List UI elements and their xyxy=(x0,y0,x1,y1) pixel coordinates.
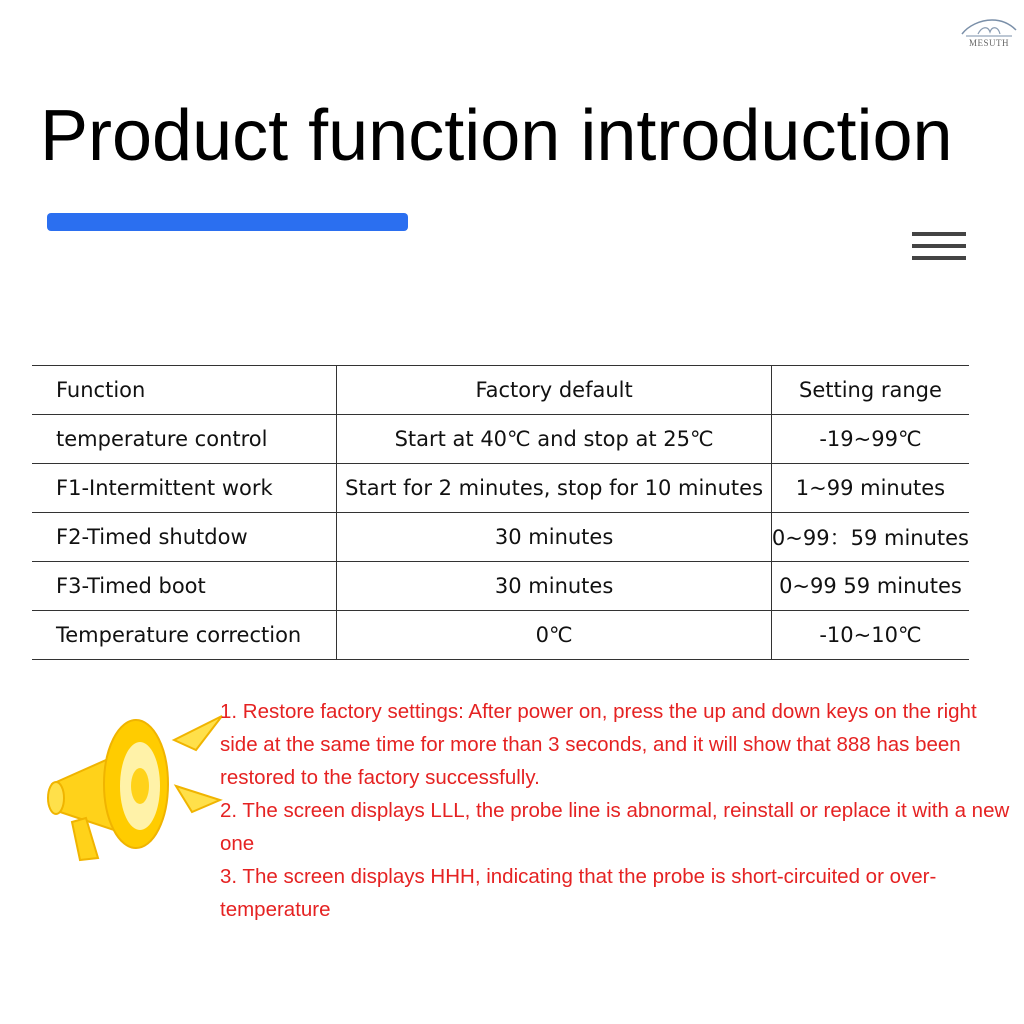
cell-function: F3-Timed boot xyxy=(32,562,337,611)
notes-section xyxy=(220,695,1010,926)
menu-line xyxy=(912,232,966,236)
hamburger-menu-icon[interactable] xyxy=(912,232,966,264)
cell-function: Temperature correction xyxy=(32,611,337,660)
note-item: 1. Restore factory settings: After power on, press the up and down keys on the right side at the same time for more than 3 seconds, and it will show that 888 has been restored to the factory successfully. xyxy=(220,700,977,789)
page-title: Product function introduction xyxy=(40,96,953,176)
menu-line xyxy=(912,244,966,248)
cell-function: F1-Intermittent work xyxy=(32,464,337,513)
cell-factory-default: Start for 2 minutes, stop for 10 minutes xyxy=(337,464,772,513)
function-settings-table xyxy=(32,365,969,660)
cell-factory-default: 0℃ xyxy=(337,611,772,660)
cell-setting-range: 0~99 59 minutes xyxy=(771,562,969,611)
table-row xyxy=(32,464,969,513)
car-outline-logo-icon xyxy=(958,14,1020,40)
note-item: 3. The screen displays HHH, indicating that the probe is short-circuited or over-temperature xyxy=(220,865,937,921)
cell-setting-range: -10~10℃ xyxy=(771,611,969,660)
cell-setting-range: 0~99：59 minutes xyxy=(771,513,969,562)
cell-function: F2-Timed shutdow xyxy=(32,513,337,562)
title-accent-bar xyxy=(47,213,408,231)
table-row xyxy=(32,415,969,464)
table-row xyxy=(32,611,969,660)
cell-function: temperature control xyxy=(32,415,337,464)
brand-name: MESUTH xyxy=(968,38,1009,48)
table-row xyxy=(32,513,969,562)
table-row xyxy=(32,562,969,611)
column-header-function: Function xyxy=(32,366,337,415)
brand-logo xyxy=(958,14,1020,54)
table-header-row xyxy=(32,366,969,415)
cell-setting-range: -19~99℃ xyxy=(771,415,969,464)
cell-factory-default: 30 minutes xyxy=(337,562,772,611)
column-header-factory-default: Factory default xyxy=(337,366,772,415)
cell-setting-range: 1~99 minutes xyxy=(771,464,969,513)
megaphone-icon xyxy=(46,708,226,868)
cell-factory-default: Start at 40℃ and stop at 25℃ xyxy=(337,415,772,464)
note-item: 2. The screen displays LLL, the probe line is abnormal, reinstall or replace it with a new one xyxy=(220,799,1010,855)
menu-line xyxy=(912,256,966,260)
column-header-setting-range: Setting range xyxy=(771,366,969,415)
cell-factory-default: 30 minutes xyxy=(337,513,772,562)
